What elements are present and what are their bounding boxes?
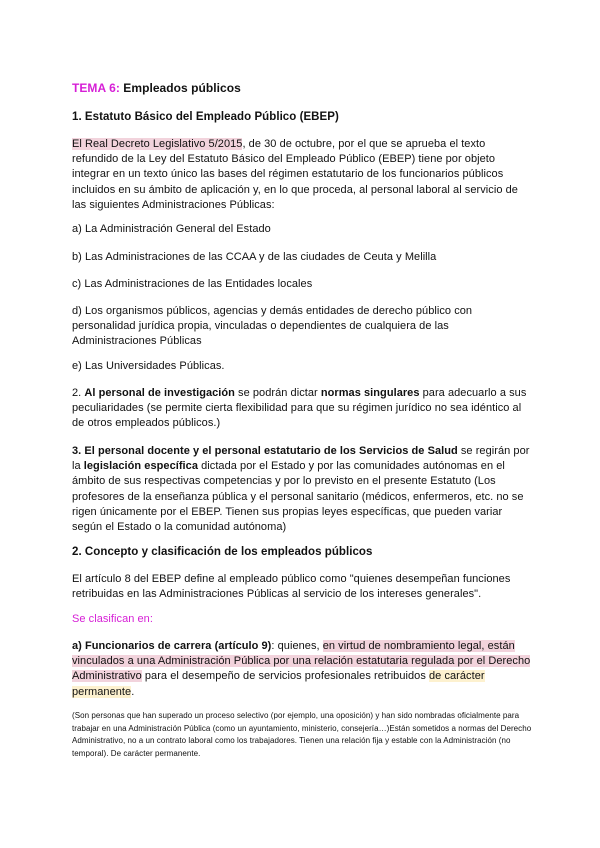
point-2-text-2: para adecuarlo a sus peculiaridades (se permite cierta flexibilidad para que su régimen jurídico no sea idéntico al de otros empleados públicos.) [72, 387, 527, 430]
tema-title: Empleados públicos [123, 81, 241, 95]
funcionarios-highlight-2: de carácter permanente [72, 670, 485, 698]
point-2-bold-2: normas singulares [320, 387, 420, 399]
point-3-text-1: se regirán por la [72, 445, 530, 473]
section1-heading: 1. Estatuto Básico del Empleado Público (EBEP) [72, 111, 339, 123]
intro-highlight: El Real Decreto Legislativo 5/2015 [72, 138, 243, 150]
section2-heading: 2. Concepto y clasificación de los empleados públicos [72, 546, 373, 558]
list-item-d: d) Los organismos públicos, agencias y demás entidades de derecho público con personalidad jurídica propia, vinculadas o dependientes de cualquiera de las Administraciones Públicas [72, 305, 473, 348]
list-item-a: a) La Administración General del Estado [72, 223, 271, 235]
point-3-bold-1: 3. El personal docente y el personal estatutario de los Servicios de Salud [72, 445, 458, 457]
funcionarios-text-3: . [131, 685, 135, 698]
intro-rest: , de 30 de octubre, por el que se aprueba el texto refundido de la Ley del Estatuto Básico del Empleado Público (EBEP) tiene por objeto integrar en un texto único las bases del régimen estatutario de los funcionarios públicos incluidos en su ámbito de aplicación y, en lo que proceda, al personal laboral al servicio de las siguientes Administraciones Públicas: [72, 138, 518, 211]
funcionarios-paragraph [72, 639, 532, 700]
page-title [72, 81, 532, 96]
point-2-text-1: se podrán dictar [234, 387, 321, 399]
point-3 [72, 444, 532, 535]
funcionarios-highlight-1: en virtud de nombramiento legal, están vinculados a una Administración Pública por una relación estatutaria regulada por el Derecho Administrativo [72, 640, 531, 683]
funcionarios-heading: a) Funcionarios de carrera (artículo 9) [72, 640, 272, 652]
funcionarios-text-2: para el desempeño de servicios profesionales retribuidos [141, 670, 430, 683]
tema-label: TEMA 6: [72, 81, 120, 95]
point-2-number: 2. [72, 387, 85, 399]
list-item-e: e) Las Universidades Públicas. [72, 360, 225, 372]
point-3-text-2: dictada por el Estado y por las comunidades autónomas en el ámbito de sus respectivas competencias y por lo previsto en el presente Estatuto (Los profesores de la enseñanza pública y el personal sanitario (médicos, enfermeros, etc. no se rigen únicamente por el EBEP. Tienen sus propias leyes específicas, que pueden variar según el Estado o la comunidad autónoma) [72, 460, 524, 534]
list-item-c: c) Las Administraciones de las Entidades locales [72, 278, 313, 290]
point-2 [72, 386, 532, 432]
section1-intro [72, 137, 532, 213]
clasifican-label: Se clasifican en: [72, 613, 153, 625]
funcionarios-text-1: : quienes, [271, 640, 323, 652]
point-2-bold-1: Al personal de investigación [84, 387, 235, 399]
section2-definition: El artículo 8 del EBEP define al empleado público como "quienes desempeñan funciones retribuidas en las Administraciones Públicas al servicio de los intereses generales". [72, 573, 511, 601]
funcionarios-note: (Son personas que han superado un proceso selectivo (por ejemplo, una oposición) y han sido nombradas oficialmente para trabajar en una Administración Pública (como un ayuntamiento, ministerio, consejería…)Están sometidos a normas del Derecho Administrativo, no a un contrato laboral como los trabajadores. Tienen una relación fija y estable con la Administración (no temporal). De carácter permanente. [72, 711, 532, 758]
list-item-b: b) Las Administraciones de las CCAA y de las ciudades de Ceuta y Melilla [72, 251, 437, 263]
point-3-bold-2: legislación específica [83, 460, 198, 473]
